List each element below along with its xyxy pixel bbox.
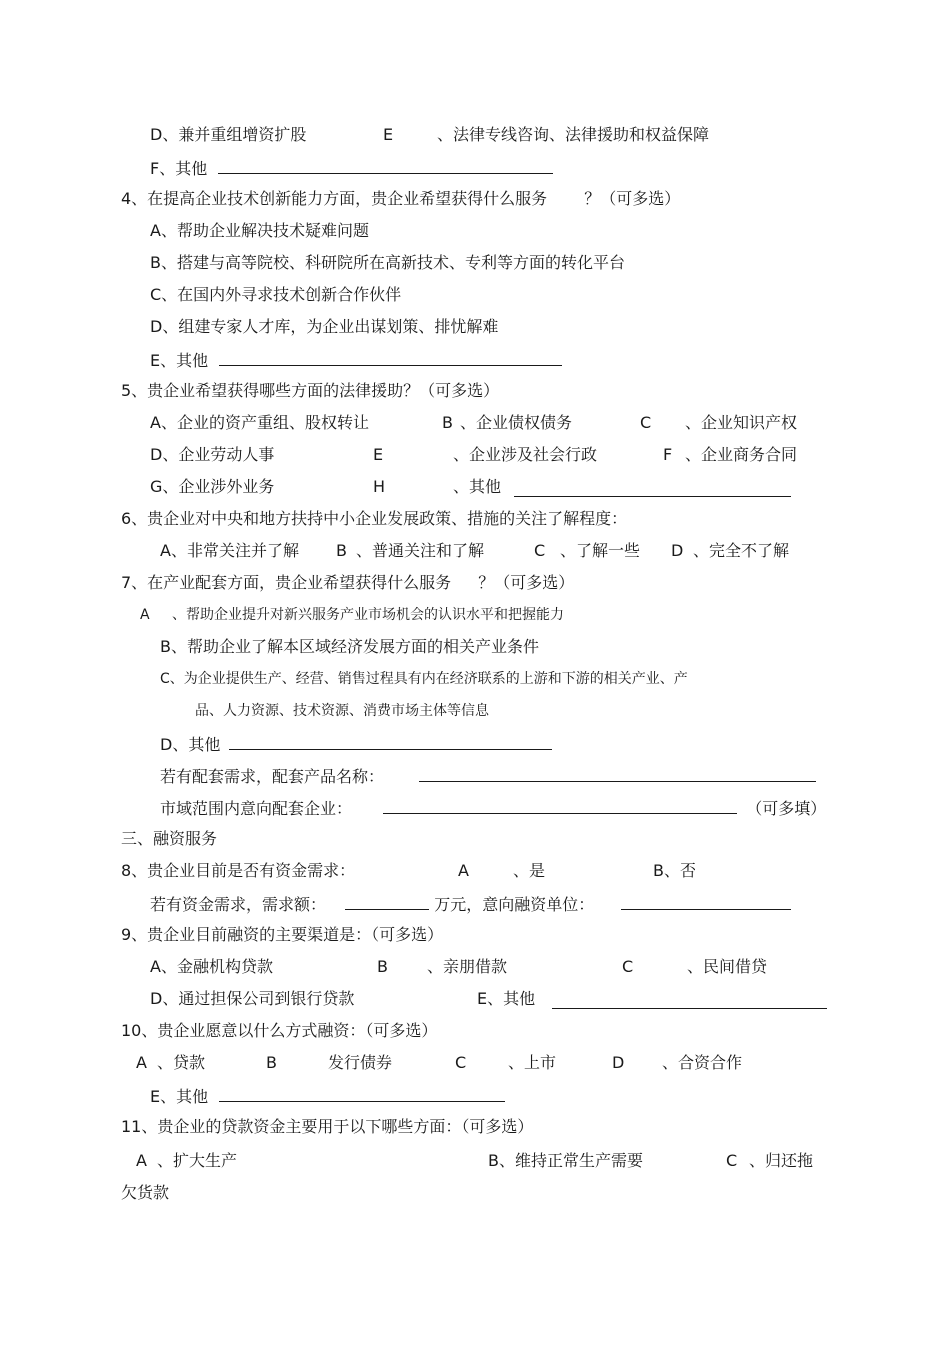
option-9c: 、民间借贷	[687, 957, 768, 976]
option-4c: C、在国内外寻求技术创新合作伙伴	[150, 285, 402, 304]
option-7c-line-1: C、为企业提供生产、经营、销售过程具有内在经济联系的上游和下游的相关产业、产	[160, 671, 688, 687]
question-8	[121, 860, 821, 882]
question-7	[121, 572, 574, 594]
option-6b: 、普通关注和了解	[356, 541, 485, 560]
question-11-row	[136, 1150, 836, 1172]
matching-enterprise-line	[160, 796, 826, 818]
question-8-text: 8、贵企业目前是否有资金需求：	[121, 861, 356, 880]
option-9b: 、亲朋借款	[427, 957, 508, 976]
option-5b: 、企业债权债务	[460, 413, 573, 432]
option-letter-8a: A	[458, 861, 469, 880]
option-line-f-other	[150, 156, 553, 178]
option-letter-11a: A	[136, 1151, 147, 1170]
option-letter-9b: B	[377, 957, 388, 976]
option-letter-10a: A	[136, 1053, 147, 1072]
blank-line[interactable]	[552, 991, 827, 1009]
option-11b: B、维持正常生产需要	[488, 1151, 643, 1170]
question-4-text: 4、在提高企业技术创新能力方面，贵企业希望获得什么服务	[121, 189, 548, 208]
option-5h: 、其他	[453, 477, 502, 496]
option-4e: E、其他	[150, 351, 209, 370]
blank-line[interactable]	[419, 764, 816, 782]
matching-product-label: 若有配套需求，配套产品名称：	[160, 767, 385, 786]
question-6-row	[160, 540, 840, 562]
option-7d: D、其他	[160, 735, 221, 754]
matching-enterprise-note: （可多填）	[746, 799, 827, 818]
option-letter-5b: B	[442, 413, 453, 432]
funding-unit-label: 万元，意向融资单位：	[434, 895, 595, 914]
question-10: 10、贵企业愿意以什么方式融资：（可多选）	[121, 1021, 438, 1040]
option-10e: E、其他	[150, 1087, 209, 1106]
blank-line[interactable]	[219, 348, 562, 366]
option-4d: D、组建专家人才库，为企业出谋划策、排忧解难	[150, 317, 499, 336]
question-7-note: ？（可多选）	[478, 573, 575, 592]
blank-line[interactable]	[514, 479, 791, 497]
option-8b: B、否	[653, 861, 696, 880]
option-10a: 、贷款	[157, 1053, 206, 1072]
option-5d: D、企业劳动人事	[150, 445, 275, 464]
option-4b: B、搭建与高等院校、科研院所在高新技术、专利等方面的转化平台	[150, 253, 625, 272]
option-6d: 、完全不了解	[693, 541, 790, 560]
option-letter-10c: C	[455, 1053, 467, 1072]
option-letter-7a: A	[140, 607, 150, 623]
option-4e-line	[150, 348, 562, 370]
option-9d: D、通过担保公司到银行贷款	[150, 989, 355, 1008]
blank-line[interactable]	[621, 892, 791, 910]
option-11c: 、归还拖	[749, 1151, 814, 1170]
blank-line[interactable]	[229, 732, 552, 750]
option-5f: 、企业商务合同	[685, 445, 798, 464]
option-letter-6b: B	[336, 541, 347, 560]
question-4	[121, 188, 680, 210]
option-letter-11c: C	[726, 1151, 738, 1170]
matching-enterprise-label: 市域范围内意向配套企业：	[160, 799, 353, 818]
question-5: 5、贵企业希望获得哪些方面的法律援助？（可多选）	[121, 381, 500, 400]
option-letter-e: E	[383, 125, 394, 144]
option-7b: B、帮助企业了解本区域经济发展方面的相关产业条件	[160, 637, 539, 656]
option-letter-6c: C	[534, 541, 546, 560]
option-d-merger: D、兼并重组增资扩股	[150, 125, 307, 144]
section-3-title: 三、融资服务	[121, 829, 218, 848]
option-8a: 、是	[513, 861, 546, 880]
option-5c: 、企业知识产权	[685, 413, 798, 432]
option-7a-line	[140, 604, 564, 626]
option-letter-10b: B	[266, 1053, 277, 1072]
question-11: 11、贵企业的贷款资金主要用于以下哪些方面：（可多选）	[121, 1117, 534, 1136]
funding-amount-line	[150, 892, 791, 914]
option-7c-line-2: 品、人力资源、技术资源、消费市场主体等信息	[195, 703, 489, 719]
question-9-row-2	[150, 988, 850, 1010]
option-f-other: F、其他	[150, 159, 208, 178]
option-letter-6d: D	[671, 541, 684, 560]
option-11a: 、扩大生产	[157, 1151, 238, 1170]
question-4-note: ？（可多选）	[584, 189, 681, 208]
option-letter-5e: E	[373, 445, 384, 464]
option-letter-9c: C	[622, 957, 634, 976]
option-10d: 、合资合作	[662, 1053, 743, 1072]
blank-line[interactable]	[383, 796, 737, 814]
question-7-text: 7、在产业配套方面，贵企业希望获得什么服务	[121, 573, 452, 592]
question-10-row	[136, 1052, 836, 1074]
question-9: 9、贵企业目前融资的主要渠道是：（可多选）	[121, 925, 444, 944]
question-9-row-1	[150, 956, 850, 978]
option-10e-line	[150, 1084, 505, 1106]
option-6c: 、了解一些	[560, 541, 641, 560]
option-10c: 、上市	[508, 1053, 557, 1072]
option-letter-10d: D	[612, 1053, 625, 1072]
question-5-row-2	[150, 444, 850, 466]
question-5-row-3	[150, 476, 850, 498]
option-line-d-e	[150, 124, 910, 146]
option-e-legal: 、法律专线咨询、法律援助和权益保障	[437, 125, 710, 144]
option-letter-5f: F	[663, 445, 673, 464]
funding-amount-label: 若有资金需求，需求额：	[150, 895, 327, 914]
question-6: 6、贵企业对中央和地方扶持中小企业发展政策、措施的关注了解程度：	[121, 509, 628, 528]
option-5e: 、企业涉及社会行政	[453, 445, 598, 464]
option-letter-5c: C	[640, 413, 652, 432]
option-7a: 、帮助企业提升对新兴服务产业市场机会的认识水平和把握能力	[172, 607, 565, 623]
option-6a: A、非常关注并了解	[160, 541, 299, 560]
blank-line[interactable]	[219, 1084, 505, 1102]
option-4a: A、帮助企业解决技术疑难问题	[150, 221, 369, 240]
question-5-row-1	[150, 412, 850, 434]
blank-line[interactable]	[218, 156, 553, 174]
option-10b: 发行债券	[328, 1053, 393, 1072]
option-9a: A、金融机构贷款	[150, 957, 273, 976]
option-7d-line	[160, 732, 552, 754]
blank-line[interactable]	[345, 892, 429, 910]
matching-product-line	[160, 764, 816, 786]
option-5g: G、企业涉外业务	[150, 477, 275, 496]
option-11c-wrap: 欠货款	[121, 1183, 170, 1202]
option-9e: E、其他	[477, 989, 536, 1008]
option-letter-5h: H	[373, 477, 386, 496]
option-5a: A、企业的资产重组、股权转让	[150, 413, 369, 432]
